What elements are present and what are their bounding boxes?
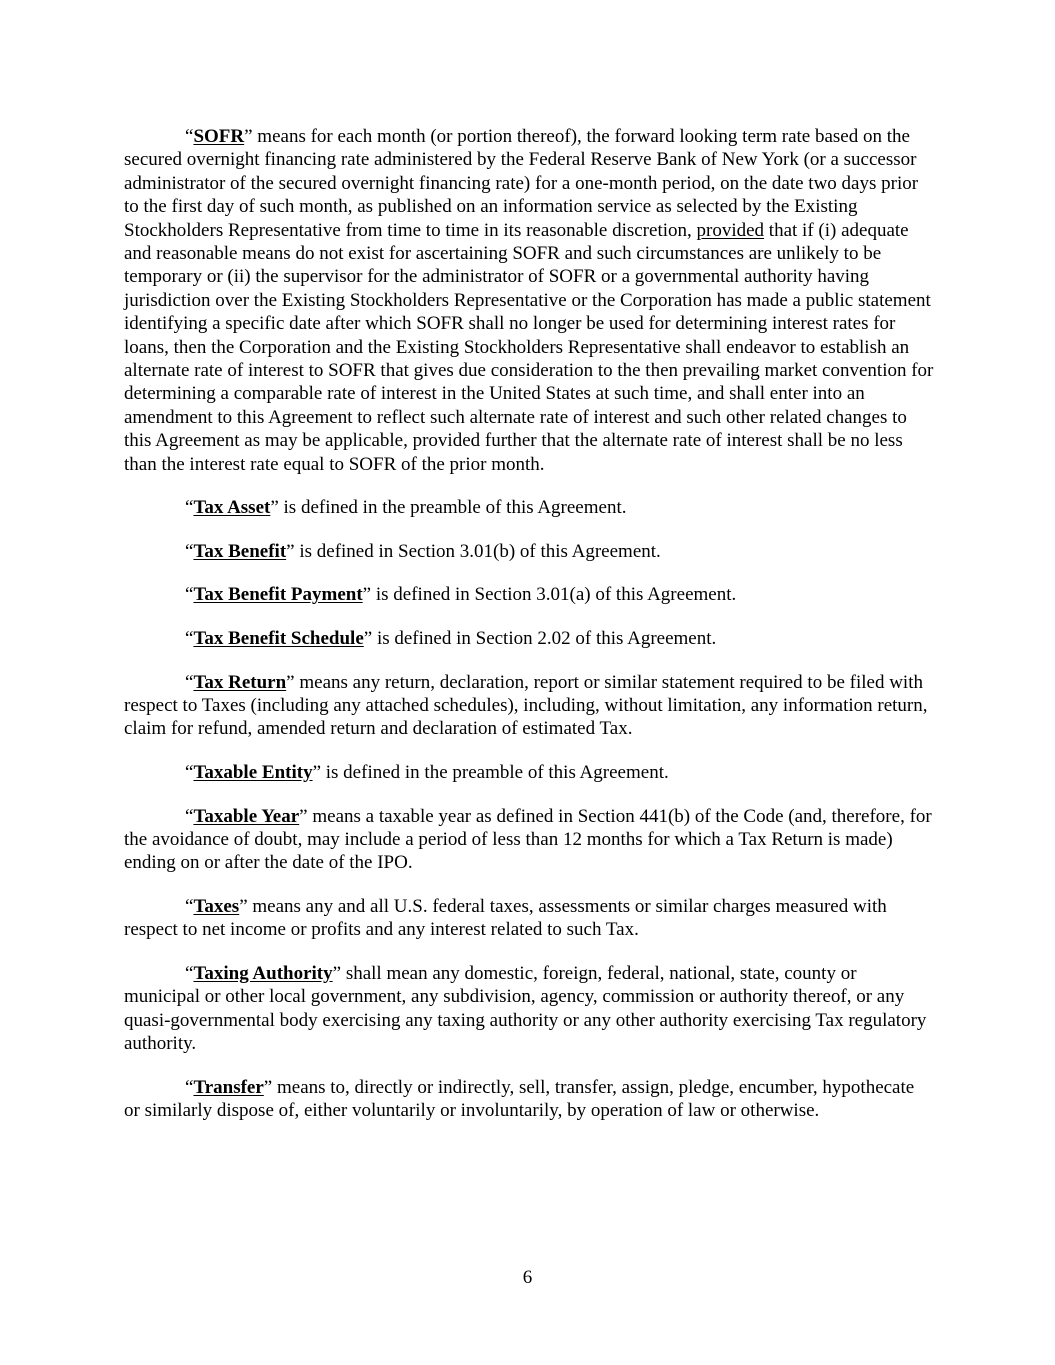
- defined-term: Taxable Entity: [193, 762, 313, 784]
- definition-text-continued: that if (i) adequate and reasonable means do not exist for ascertaining SOFR and such circumstances are unlikely to be temporary or (ii) the supervisor for the administrator of SOFR or a governmental authority having jurisdiction over the Existing Stockholders Representative or the Corporation has made a public statement identifying a specific date after which SOFR shall no longer be used for determining interest rates for loans, then the Corporation and the Existing Stockholders Representative shall endeavor to establish an alternate rate of interest to SOFR that gives due consideration to the then prevailing market convention for determining a comparable rate of interest in the United States at such time, and shall enter into an amendment to this Agreement to reflect such alternate rate of interest and such other related changes to this Agreement as may be applicable, provided further that the alternate rate of interest shall be no less than the interest rate equal to SOFR of the prior month.: [124, 219, 934, 475]
- definition-taxable-year: “Taxable Year” means a taxable year as defined in Section 441(b) of the Code (and, therefore, for the avoidance of doubt, may include a period of less than 12 months for which a Tax Return is made) ending on or after the date of the IPO.: [124, 805, 932, 874]
- definition-transfer: “Transfer” means to, directly or indirectly, sell, transfer, assign, pledge, encumber, hypothecate or similarly dispose of, either voluntarily or involuntarily, by operation of law or otherwise.: [124, 1076, 915, 1122]
- page-number: 6: [522, 1267, 533, 1288]
- definition-tax-return: “Tax Return” means any return, declaration, report or similar statement required to be filed with respect to Taxes (including any attached schedules), including, without limitation, any information return, claim for refund, amended return and declaration of estimated Tax.: [124, 671, 928, 740]
- definition-taxable-entity: “Taxable Entity” is defined in the preamble of this Agreement.: [185, 762, 669, 784]
- definition-text: ” means any and all U.S. federal taxes, assessments or similar charges measured with respect to net income or profits and any interest related to such Tax.: [124, 896, 887, 941]
- defined-term: Tax Asset: [193, 497, 271, 519]
- definition-text: ” shall mean any domestic, foreign, federal, national, state, county or municipal or other local government, any subdivision, agency, commission or authority thereof, or any quasi-governmental body exercising any taxing authority or any other authority exercising Tax regulatory authority.: [124, 963, 927, 1055]
- definition-text: ” means a taxable year as defined in Section 441(b) of the Code (and, therefore, for the avoidance of doubt, may include a period of less than 12 months for which a Tax Return is made) ending on or after the date of the IPO.: [124, 805, 932, 874]
- definition-text: ” is defined in Section 2.02 of this Agreement.: [363, 628, 717, 650]
- provided-underlined: provided: [696, 219, 765, 241]
- definition-text: ” is defined in the preamble of this Agreement.: [312, 762, 669, 784]
- defined-term: Taxable Year: [193, 805, 300, 827]
- defined-term: Tax Benefit Payment: [193, 584, 363, 606]
- defined-term: Tax Benefit: [193, 540, 287, 562]
- document-body: [124, 125, 934, 1143]
- definition-tax-benefit-schedule: “Tax Benefit Schedule” is defined in Section 2.02 of this Agreement.: [185, 628, 717, 650]
- definition-taxing-authority: “Taxing Authority” shall mean any domestic, foreign, federal, national, state, county or municipal or other local government, any subdivision, agency, commission or authority thereof, or any quasi-governmental body exercising any taxing authority or any other authority exercising Tax regulatory authority.: [124, 963, 927, 1055]
- defined-term: Transfer: [193, 1076, 264, 1098]
- definition-text: ” means any return, declaration, report or similar statement required to be filed with respect to Taxes (including any attached schedules), including, without limitation, any information return, claim for refund, amended return and declaration of estimated Tax.: [124, 671, 928, 740]
- defined-term: Tax Benefit Schedule: [193, 628, 364, 650]
- defined-term: Tax Return: [193, 671, 287, 693]
- definition-text: ” means for each month (or portion thereof), the forward looking term rate based on the secured overnight financing rate administered by the Federal Reserve Bank of New York (or a successor administrator of the secured overnight financing rate) for a one-month period, on the date two days prior to the first day of such month, as published on an information service as selected by the Existing Stockholders Representative from time to time in its reasonable discretion,: [124, 126, 919, 241]
- definition-text: ” is defined in the preamble of this Agreement.: [270, 497, 627, 519]
- definition-taxes: “Taxes” means any and all U.S. federal taxes, assessments or similar charges measured with respect to net income or profits and any interest related to such Tax.: [124, 896, 887, 941]
- defined-term: SOFR: [193, 126, 245, 147]
- definition-tax-benefit: “Tax Benefit” is defined in Section 3.01(b) of this Agreement.: [185, 540, 661, 562]
- definition-text: ” is defined in Section 3.01(a) of this Agreement.: [362, 584, 737, 606]
- defined-term: Taxes: [193, 896, 240, 918]
- definition-tax-asset: “Tax Asset” is defined in the preamble of this Agreement.: [185, 497, 627, 519]
- definition-text: ” means to, directly or indirectly, sell, transfer, assign, pledge, encumber, hypothecate or similarly dispose of, either voluntarily or involuntarily, by operation of law or otherwise.: [124, 1076, 915, 1122]
- definition-sofr: “SOFR” means for each month (or portion thereof), the forward looking term rate based on the secured overnight financing rate administered by the Federal Reserve Bank of New York (or a successor administrator of the secured overnight financing rate) for a one-month period, on the date two days prior to the first day of such month, as published on an information service as selected by the Existing Stockholders Representative from time to time in its reasonable discretion, provided that if (i) adequate and reasonable means do not exist for ascertaining SOFR and such circumstances are unlikely to be temporary or (ii) the supervisor for the administrator of SOFR or a governmental authority having jurisdiction over the Existing Stockholders Representative or the Corporation has made a public statement identifying a specific date after which SOFR shall no longer be used for determining interest rates for loans, then the Corporation and the Existing Stockholders Representative shall endeavor to establish an alternate rate of interest to SOFR that gives due consideration to the then prevailing market convention for determining a comparable rate of interest in the United States at such time, and shall enter into an amendment to this Agreement to reflect such alternate rate of interest and such other related changes to this Agreement as may be applicable, provided further that the alternate rate of interest shall be no less than the interest rate equal to SOFR of the prior month.: [124, 126, 934, 475]
- definition-text: ” is defined in Section 3.01(b) of this Agreement.: [286, 540, 661, 562]
- definition-tax-benefit-payment: “Tax Benefit Payment” is defined in Section 3.01(a) of this Agreement.: [185, 584, 737, 606]
- defined-term: Taxing Authority: [193, 963, 333, 985]
